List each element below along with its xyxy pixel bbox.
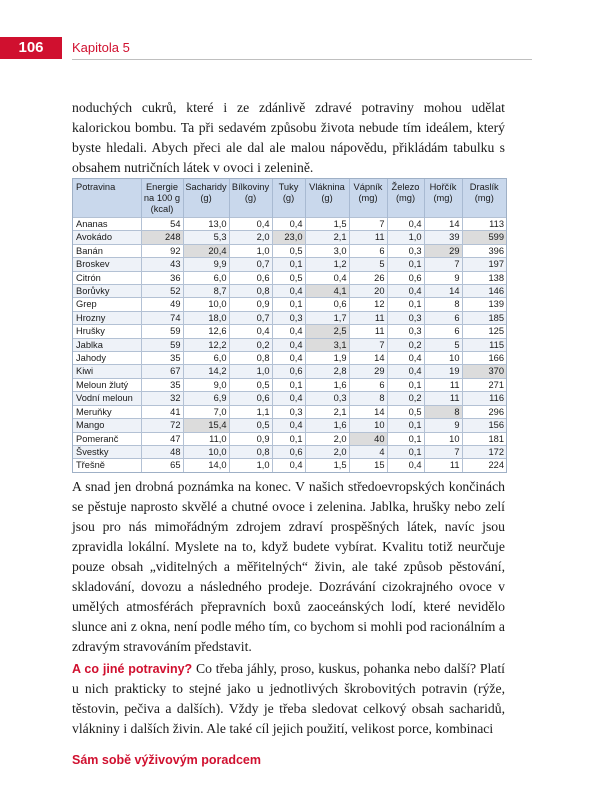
- value-cell: 185: [462, 311, 506, 324]
- value-cell: 67: [141, 365, 183, 378]
- table-row: [73, 285, 506, 298]
- value-cell: 8: [349, 392, 387, 405]
- value-cell: 11: [424, 459, 462, 472]
- column-header: Železo (mg): [387, 179, 424, 218]
- value-cell: 6: [424, 311, 462, 324]
- value-cell: 271: [462, 378, 506, 391]
- value-cell: 2,1: [305, 231, 349, 244]
- table-row: [73, 392, 506, 405]
- value-cell: 116: [462, 392, 506, 405]
- value-cell: 43: [141, 258, 183, 271]
- food-name-cell: Banán: [73, 244, 141, 257]
- value-cell: 181: [462, 432, 506, 445]
- value-cell: 0,4: [305, 271, 349, 284]
- column-header: Vláknina (g): [305, 179, 349, 218]
- value-cell: 0,4: [272, 338, 305, 351]
- value-cell: 396: [462, 244, 506, 257]
- value-cell: 0,7: [229, 311, 272, 324]
- value-cell: 59: [141, 338, 183, 351]
- value-cell: 14,2: [183, 365, 229, 378]
- value-cell: 2,0: [305, 432, 349, 445]
- value-cell: 15: [349, 459, 387, 472]
- value-cell: 0,3: [272, 311, 305, 324]
- book-title-footer: Sám sobě výživovým poradcem: [72, 753, 261, 767]
- value-cell: 0,6: [229, 271, 272, 284]
- value-cell: 59: [141, 325, 183, 338]
- value-cell: 7: [424, 258, 462, 271]
- value-cell: 32: [141, 392, 183, 405]
- value-cell: 172: [462, 445, 506, 458]
- value-cell: 11: [349, 231, 387, 244]
- value-cell: 7,0: [183, 405, 229, 418]
- value-cell: 8,7: [183, 285, 229, 298]
- value-cell: 8: [424, 298, 462, 311]
- value-cell: 9,9: [183, 258, 229, 271]
- value-cell: 13,0: [183, 218, 229, 231]
- column-header: Tuky (g): [272, 179, 305, 218]
- value-cell: 0,9: [229, 432, 272, 445]
- value-cell: 0,2: [387, 392, 424, 405]
- column-header: Hořčík (mg): [424, 179, 462, 218]
- value-cell: 2,5: [305, 325, 349, 338]
- table-row: [73, 432, 506, 445]
- food-name-cell: Třešně: [73, 459, 141, 472]
- value-cell: 197: [462, 258, 506, 271]
- value-cell: 0,3: [387, 244, 424, 257]
- value-cell: 0,6: [305, 298, 349, 311]
- value-cell: 0,1: [387, 378, 424, 391]
- table-row: [73, 325, 506, 338]
- value-cell: 0,1: [387, 419, 424, 432]
- value-cell: 1,0: [229, 459, 272, 472]
- value-cell: 0,3: [387, 325, 424, 338]
- table-row: [73, 365, 506, 378]
- food-name-cell: Hrozny: [73, 311, 141, 324]
- value-cell: 0,7: [229, 258, 272, 271]
- value-cell: 6,0: [183, 271, 229, 284]
- table-row: [73, 311, 506, 324]
- value-cell: 0,1: [272, 432, 305, 445]
- value-cell: 0,4: [272, 459, 305, 472]
- value-cell: 0,5: [229, 378, 272, 391]
- column-header: Sacharidy (g): [183, 179, 229, 218]
- value-cell: 0,1: [272, 258, 305, 271]
- paragraph-body: Co třeba jáhly, proso, kuskus, pohanka nebo další? Platí u nich prakticky to stejné jako u jednotlivých škrobovitých potravin (rýže, těstovin, pečiva a dalších). Vždy je třeba sledovat celkový obsah sacharidů, vlákniny i dalších živin. Ale také cíl jejich použití, velikost porce, kombinaci: [72, 661, 505, 736]
- other-foods-paragraph: [72, 659, 505, 739]
- value-cell: 1,6: [305, 378, 349, 391]
- value-cell: 5,3: [183, 231, 229, 244]
- value-cell: 11: [349, 325, 387, 338]
- value-cell: 19: [424, 365, 462, 378]
- table-row: [73, 352, 506, 365]
- food-name-cell: Jahody: [73, 352, 141, 365]
- value-cell: 1,5: [305, 459, 349, 472]
- value-cell: 10: [424, 432, 462, 445]
- value-cell: 248: [141, 231, 183, 244]
- value-cell: 125: [462, 325, 506, 338]
- value-cell: 36: [141, 271, 183, 284]
- food-name-cell: Pomeranč: [73, 432, 141, 445]
- value-cell: 6,9: [183, 392, 229, 405]
- value-cell: 12,6: [183, 325, 229, 338]
- food-name-cell: Meruňky: [73, 405, 141, 418]
- chapter-title: Kapitola 5: [72, 40, 130, 55]
- value-cell: 3,1: [305, 338, 349, 351]
- value-cell: 0,5: [387, 405, 424, 418]
- column-header: Potravina: [73, 179, 141, 218]
- value-cell: 15,4: [183, 419, 229, 432]
- table-row: [73, 218, 506, 231]
- food-name-cell: Švestky: [73, 445, 141, 458]
- value-cell: 39: [424, 231, 462, 244]
- value-cell: 12: [349, 298, 387, 311]
- value-cell: 26: [349, 271, 387, 284]
- value-cell: 20,4: [183, 244, 229, 257]
- value-cell: 0,4: [387, 352, 424, 365]
- value-cell: 0,4: [387, 285, 424, 298]
- food-name-cell: Grep: [73, 298, 141, 311]
- value-cell: 146: [462, 285, 506, 298]
- value-cell: 11: [424, 392, 462, 405]
- value-cell: 18,0: [183, 311, 229, 324]
- value-cell: 1,0: [387, 231, 424, 244]
- value-cell: 0,3: [272, 405, 305, 418]
- value-cell: 3,0: [305, 244, 349, 257]
- nutrition-table: [72, 178, 507, 473]
- note-paragraph: A snad jen drobná poznámka na konec. V našich středoevropských končinách se pěstuje naprosto skvělé a chutné ovoce i zelenina. Jablka, hrušky nebo zelí jsou pro nás mimořádným zdrojem zdraví prospěšných látek, navíc jsou zpravidla lokální. Myslete na to, když budete vybírat. Kvalitu totiž neurčuje pouze obsah „viditelných a měřitelných“ živin, ale také způsob pěstování, skladování, dovozu a následného prodeje. Dozrávání cizokrajného ovoce v umělých atmosférách přepravních boxů zaoceánských lodí, které nevidělo slunce ani z okna, není podle mého tím, co bychom si mohli pod racionálním a zdravým stravováním představit.: [72, 479, 505, 654]
- table-row: [73, 244, 506, 257]
- value-cell: 11: [424, 378, 462, 391]
- value-cell: 6,0: [183, 352, 229, 365]
- value-cell: 7: [424, 445, 462, 458]
- value-cell: 0,8: [229, 285, 272, 298]
- value-cell: 0,4: [272, 352, 305, 365]
- value-cell: 0,9: [229, 298, 272, 311]
- value-cell: 2,0: [229, 231, 272, 244]
- table-header-row: [73, 179, 506, 218]
- column-header: Vápník (mg): [349, 179, 387, 218]
- value-cell: 138: [462, 271, 506, 284]
- value-cell: 0,1: [387, 432, 424, 445]
- value-cell: 6: [349, 244, 387, 257]
- table-row: [73, 405, 506, 418]
- value-cell: 41: [141, 405, 183, 418]
- value-cell: 0,4: [387, 218, 424, 231]
- value-cell: 1,1: [229, 405, 272, 418]
- value-cell: 1,6: [305, 419, 349, 432]
- value-cell: 7: [349, 218, 387, 231]
- value-cell: 0,1: [387, 258, 424, 271]
- value-cell: 0,1: [387, 298, 424, 311]
- value-cell: 0,4: [387, 459, 424, 472]
- value-cell: 2,0: [305, 445, 349, 458]
- value-cell: 5: [349, 258, 387, 271]
- value-cell: 9: [424, 419, 462, 432]
- value-cell: 6: [349, 378, 387, 391]
- value-cell: 29: [424, 244, 462, 257]
- value-cell: 1,5: [305, 218, 349, 231]
- food-name-cell: Citrón: [73, 271, 141, 284]
- value-cell: 9: [424, 271, 462, 284]
- value-cell: 0,6: [229, 392, 272, 405]
- value-cell: 1,0: [229, 365, 272, 378]
- column-header: Bílkoviny (g): [229, 179, 272, 218]
- value-cell: 0,6: [387, 271, 424, 284]
- food-name-cell: Avokádo: [73, 231, 141, 244]
- value-cell: 20: [349, 285, 387, 298]
- value-cell: 10,0: [183, 298, 229, 311]
- value-cell: 92: [141, 244, 183, 257]
- value-cell: 0,2: [229, 338, 272, 351]
- food-name-cell: Mango: [73, 419, 141, 432]
- value-cell: 11,0: [183, 432, 229, 445]
- value-cell: 0,4: [272, 392, 305, 405]
- value-cell: 0,6: [272, 365, 305, 378]
- value-cell: 139: [462, 298, 506, 311]
- value-cell: 35: [141, 378, 183, 391]
- value-cell: 166: [462, 352, 506, 365]
- value-cell: 113: [462, 218, 506, 231]
- value-cell: 74: [141, 311, 183, 324]
- value-cell: 10: [349, 419, 387, 432]
- table-row: [73, 258, 506, 271]
- value-cell: 8: [424, 405, 462, 418]
- value-cell: 48: [141, 445, 183, 458]
- value-cell: 4,1: [305, 285, 349, 298]
- value-cell: 599: [462, 231, 506, 244]
- value-cell: 0,5: [229, 419, 272, 432]
- value-cell: 224: [462, 459, 506, 472]
- value-cell: 1,2: [305, 258, 349, 271]
- value-cell: 0,4: [229, 218, 272, 231]
- value-cell: 0,5: [272, 244, 305, 257]
- value-cell: 35: [141, 352, 183, 365]
- value-cell: 14: [424, 218, 462, 231]
- value-cell: 54: [141, 218, 183, 231]
- table-body: [73, 218, 506, 472]
- value-cell: 0,3: [387, 311, 424, 324]
- table-row: [73, 419, 506, 432]
- value-cell: 1,0: [229, 244, 272, 257]
- value-cell: 2,8: [305, 365, 349, 378]
- value-cell: 12,2: [183, 338, 229, 351]
- table-row: [73, 271, 506, 284]
- value-cell: 5: [424, 338, 462, 351]
- food-name-cell: Borůvky: [73, 285, 141, 298]
- table-row: [73, 298, 506, 311]
- value-cell: 296: [462, 405, 506, 418]
- food-name-cell: Ananas: [73, 218, 141, 231]
- value-cell: 0,4: [387, 365, 424, 378]
- value-cell: 10,0: [183, 445, 229, 458]
- food-name-cell: Hrušky: [73, 325, 141, 338]
- table-row: [73, 231, 506, 244]
- value-cell: 72: [141, 419, 183, 432]
- value-cell: 115: [462, 338, 506, 351]
- page-header: [0, 37, 594, 59]
- table-row: [73, 459, 506, 472]
- value-cell: 29: [349, 365, 387, 378]
- value-cell: 1,7: [305, 311, 349, 324]
- value-cell: 0,3: [305, 392, 349, 405]
- value-cell: 1,9: [305, 352, 349, 365]
- value-cell: 0,4: [272, 285, 305, 298]
- header-divider: [72, 59, 532, 60]
- value-cell: 9,0: [183, 378, 229, 391]
- value-cell: 14: [424, 285, 462, 298]
- value-cell: 4: [349, 445, 387, 458]
- paragraph-lead: A co jiné potraviny?: [72, 662, 193, 676]
- value-cell: 47: [141, 432, 183, 445]
- column-header: Energie na 100 g (kcal): [141, 179, 183, 218]
- value-cell: 0,1: [387, 445, 424, 458]
- value-cell: 0,1: [272, 298, 305, 311]
- value-cell: 0,4: [272, 419, 305, 432]
- value-cell: 0,2: [387, 338, 424, 351]
- column-header: Draslík (mg): [462, 179, 506, 218]
- value-cell: 14: [349, 352, 387, 365]
- value-cell: 0,4: [272, 218, 305, 231]
- value-cell: 65: [141, 459, 183, 472]
- table-row: [73, 445, 506, 458]
- value-cell: 0,1: [272, 378, 305, 391]
- value-cell: 156: [462, 419, 506, 432]
- food-name-cell: Meloun žlutý: [73, 378, 141, 391]
- value-cell: 23,0: [272, 231, 305, 244]
- value-cell: 0,8: [229, 445, 272, 458]
- table-row: [73, 378, 506, 391]
- value-cell: 0,4: [272, 325, 305, 338]
- food-name-cell: Broskev: [73, 258, 141, 271]
- value-cell: 7: [349, 338, 387, 351]
- value-cell: 11: [349, 311, 387, 324]
- value-cell: 2,1: [305, 405, 349, 418]
- value-cell: 0,6: [272, 445, 305, 458]
- intro-paragraph: noduchých cukrů, které i ze zdánlivě zdravé potraviny mohou udělat kalorickou bombu. Ta při sedavém způsobu života nebude tím ideálem, který byste hledali. Abych přeci ale dal ale malou nápovědu, přikládám tabulku s obsahem nutričních látek v ovoci i zelenině.: [72, 100, 505, 175]
- value-cell: 49: [141, 298, 183, 311]
- value-cell: 40: [349, 432, 387, 445]
- value-cell: 0,5: [272, 271, 305, 284]
- page-number: 106: [0, 37, 62, 59]
- food-name-cell: Kiwi: [73, 365, 141, 378]
- value-cell: 0,8: [229, 352, 272, 365]
- value-cell: 14: [349, 405, 387, 418]
- value-cell: 0,4: [229, 325, 272, 338]
- table-row: [73, 338, 506, 351]
- food-name-cell: Jablka: [73, 338, 141, 351]
- value-cell: 6: [424, 325, 462, 338]
- value-cell: 14,0: [183, 459, 229, 472]
- value-cell: 10: [424, 352, 462, 365]
- value-cell: 52: [141, 285, 183, 298]
- value-cell: 370: [462, 365, 506, 378]
- food-name-cell: Vodní meloun: [73, 392, 141, 405]
